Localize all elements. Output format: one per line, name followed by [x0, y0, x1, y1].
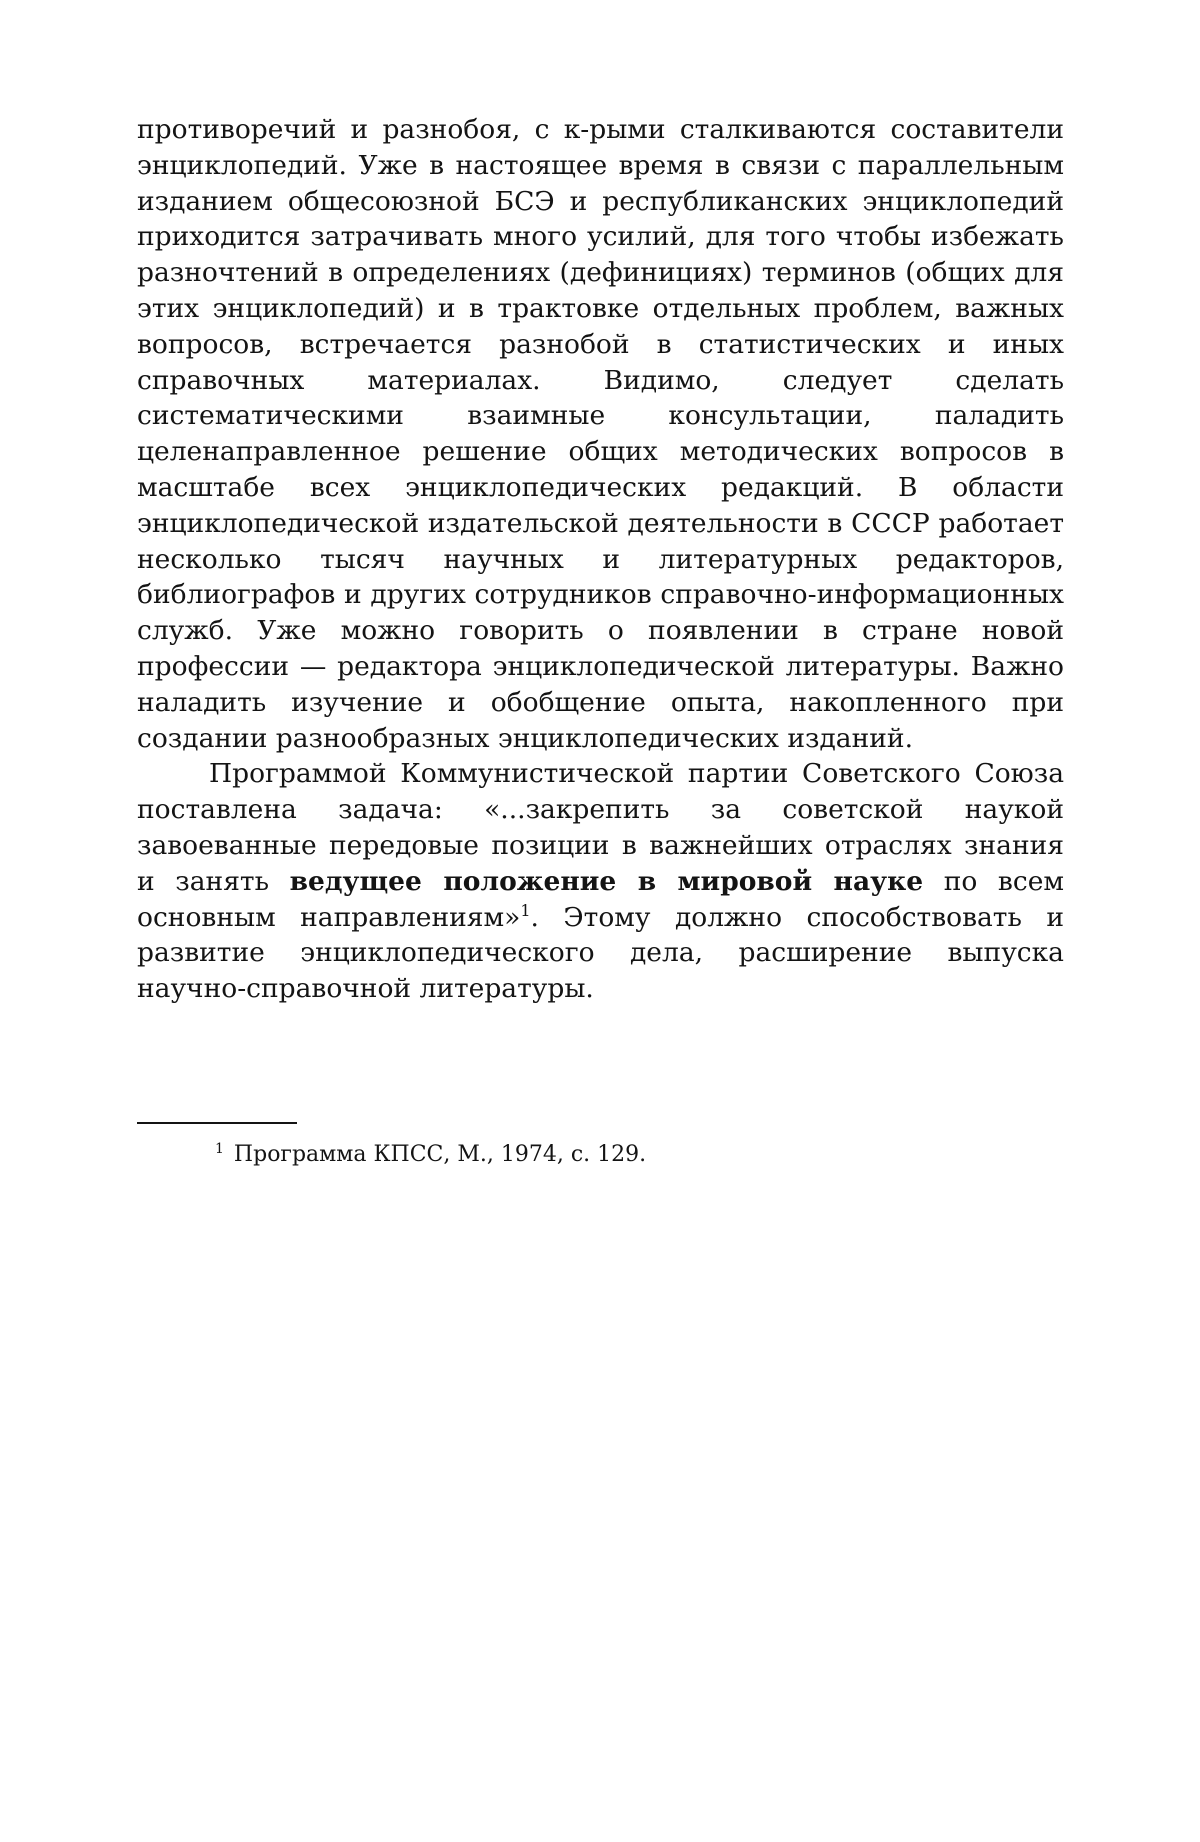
paragraph-1: противоречий и разнобоя, с к-рыми сталкиваются составители энциклопедий. Уже в настоящее время в связи с параллельным изданием общесоюзной БСЭ и республиканских энциклопедий приходится затрачивать много усилий, для того чтобы избежать разночтений в определениях (дефинициях) терминов (общих для этих энциклопедий) и в трактовке отдельных проблем, важных вопросов, встречается разнобой в статистических и иных справочных материалах. Видимо, следует сделать систематическими взаимные консультации, паладить целенаправленное решение общих методических вопросов в масштабе всех энциклопедических редакций. В области энциклопедической издательской деятельности в СССР работает несколько тысяч научных и литературных редакторов, библиографов и других сотрудников справочно-информационных служб. Уже можно говорить о появлении в стране новой профессии — редактора энциклопедической литературы. Важно наладить изучение и обобщение опыта, накопленного при создании разнообразных энциклопедических изданий.	[137, 114, 1064, 754]
footnote-divider	[137, 1122, 297, 1124]
paragraph-2-text-a: Программой Коммунистической партии Советского Союза поставлена задача: «...закрепить за советской наукой завоеванные передовые позиции в важнейших отраслях знания и занять	[137, 758, 1064, 897]
footnote-reference[interactable]: 1	[520, 900, 531, 920]
paragraph-2-text-b: по всем основным направлениям»	[137, 865, 1064, 933]
footnote-text: Программа КПСС, М., 1974, с. 129.	[233, 1142, 647, 1167]
footnote	[215, 1140, 646, 1170]
paragraph-2-text-c: . Этому должно способствовать и развитие энциклопедического дела, расширение выпуска научно-справочной литературы.	[137, 901, 1064, 1005]
paragraph-2	[137, 756, 1064, 1007]
main-text	[137, 112, 1064, 1007]
paragraph-2-emphasis: ведущее положение в мировой науке	[289, 865, 924, 897]
footnote-mark: 1	[215, 1140, 224, 1157]
